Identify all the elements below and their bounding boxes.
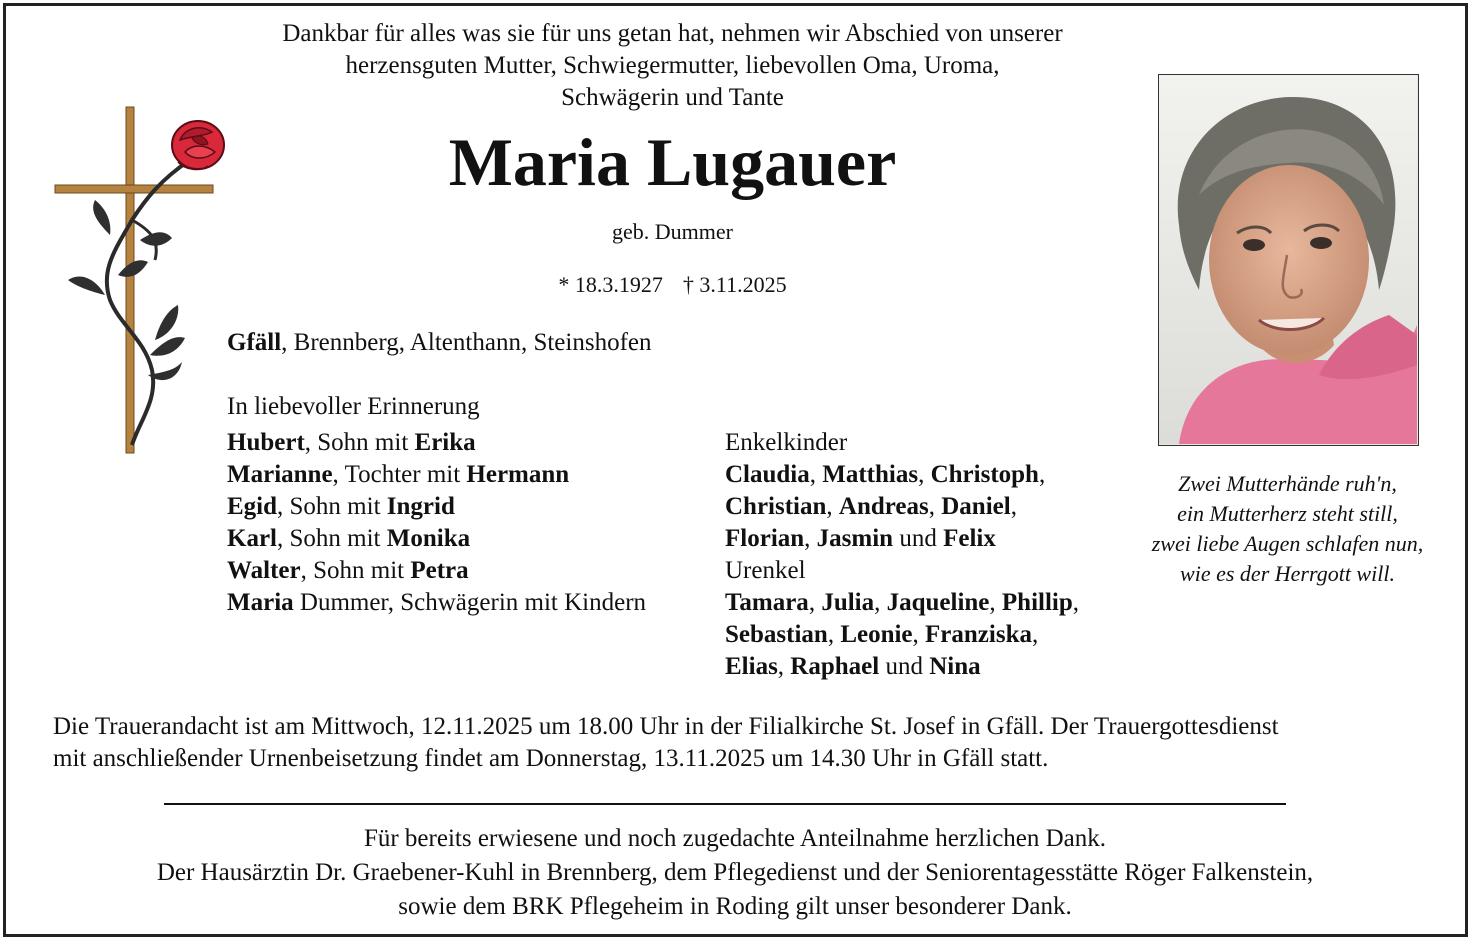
family-line: [725, 523, 1079, 555]
thanks-text: [40, 822, 1430, 924]
family-text: ,: [928, 493, 942, 520]
poem-line: wie es der Herrgott will.: [1180, 561, 1395, 586]
family-line: [227, 587, 646, 619]
family-text: Enkelkinder: [725, 429, 848, 456]
maiden-name: geb. Dummer: [612, 219, 733, 244]
ceremony-info: [53, 711, 1453, 775]
deceased-name: Maria Lugauer: [448, 124, 897, 200]
family-name: Andreas: [838, 493, 929, 520]
family-text: ,: [874, 589, 887, 616]
ceremony-line: Die Trauerandacht ist am Mittwoch, 12.11.2025 um 18.00 Uhr in der Filialkirche St. Josef in Gfäll. Der Trauergottesdienst: [53, 713, 1279, 740]
family-list-right: [725, 427, 1079, 683]
poem-line: ein Mutterherz steht still,: [1177, 501, 1398, 526]
family-text: ,: [808, 589, 822, 616]
family-text: ,: [989, 589, 1002, 616]
poem: [1110, 469, 1465, 589]
family-text: und: [879, 653, 930, 680]
family-text: ,: [827, 621, 841, 648]
family-name: Matthias: [822, 461, 919, 488]
family-name: Egid: [227, 493, 278, 520]
family-line: [725, 427, 1079, 459]
family-text: und: [893, 525, 944, 552]
family-text: ,: [1031, 621, 1039, 648]
family-text: ,: [912, 621, 926, 648]
family-text: ,: [1072, 589, 1080, 616]
family-name: Raphael: [790, 653, 880, 680]
family-text: , Sohn mit: [300, 557, 411, 584]
divider: [164, 803, 1286, 805]
family-name: Christian: [725, 493, 827, 520]
family-list-left: [227, 427, 646, 619]
family-line: [725, 491, 1079, 523]
places: [227, 327, 651, 359]
life-dates: [180, 270, 1165, 300]
family-name: Monika: [386, 525, 471, 552]
family-name: Tamara: [725, 589, 809, 616]
death-date: † 3.11.2025: [682, 272, 787, 297]
family-line: [227, 523, 646, 555]
family-name: Elias: [725, 653, 778, 680]
family-line: [725, 619, 1079, 651]
family-name: Maria: [227, 589, 294, 616]
family-name: Petra: [410, 557, 469, 584]
poem-line: Zwei Mutterhände ruh'n,: [1178, 471, 1397, 496]
family-line: [725, 651, 1079, 683]
family-text: , Tochter mit: [332, 461, 467, 488]
family-text: ,: [826, 493, 839, 520]
family-text: ,: [1038, 461, 1046, 488]
family-name: Ingrid: [386, 493, 455, 520]
family-line: [227, 491, 646, 523]
family-name: Karl: [227, 525, 277, 552]
memory-heading: In liebevoller Erinnerung: [227, 393, 480, 420]
place-main: Gfäll: [227, 329, 282, 356]
family-name: Nina: [929, 653, 981, 680]
family-name: Florian: [725, 525, 805, 552]
family-name: Julia: [821, 589, 875, 616]
family-name: Felix: [943, 525, 996, 552]
family-name: Phillip: [1001, 589, 1073, 616]
family-name: Sebastian: [725, 621, 828, 648]
intro-line: Dankbar für alles was sie für uns getan hat, nehmen wir Abschied von unserer: [282, 20, 1063, 47]
family-name: Hubert: [227, 429, 305, 456]
family-name: Christoph: [930, 461, 1039, 488]
poem-line: zwei liebe Augen schlafen nun,: [1151, 531, 1424, 556]
thanks-line: sowie dem BRK Pflegeheim in Roding gilt unser besonderer Dank.: [398, 893, 1072, 920]
family-name: Hermann: [466, 461, 570, 488]
family-name: Jasmin: [816, 525, 894, 552]
family-name: Claudia: [725, 461, 810, 488]
family-text: ,: [804, 525, 817, 552]
ceremony-line: mit anschließender Urnenbeisetzung findet am Donnerstag, 13.11.2025 um 14.30 Uhr in Gfäll statt.: [53, 745, 1049, 772]
family-line: [725, 459, 1079, 491]
family-text: , Sohn mit: [277, 525, 387, 552]
family-line: [725, 555, 1079, 587]
birth-date: * 18.3.1927: [558, 272, 663, 297]
family-text: , Sohn mit: [304, 429, 415, 456]
family-name: Marianne: [227, 461, 333, 488]
family-name: Walter: [227, 557, 301, 584]
family-text: ,: [777, 653, 791, 680]
family-line: [227, 427, 646, 459]
family-name: Leonie: [840, 621, 913, 648]
place-rest: , Brennberg, Altenthann, Steinshofen: [281, 329, 652, 356]
family-name: Jaqueline: [886, 589, 990, 616]
family-text: ,: [1010, 493, 1017, 520]
thanks-line: Der Hausärztin Dr. Graebener-Kuhl in Brennberg, dem Pflegedienst und der Seniorentagesstätte Röger Falkenstein,: [156, 859, 1314, 886]
intro-line: Schwägerin und Tante: [561, 84, 784, 111]
family-line: [725, 587, 1079, 619]
family-text: Dummer, Schwägerin mit Kindern: [293, 589, 647, 616]
family-name: Daniel: [941, 493, 1011, 520]
family-text: Urenkel: [725, 557, 806, 584]
family-text: ,: [809, 461, 823, 488]
family-name: Franziska: [925, 621, 1032, 648]
thanks-line: Für bereits erwiesene und noch zugedachte Anteilnahme herzlichen Dank.: [363, 825, 1107, 852]
family-name: Erika: [414, 429, 476, 456]
family-text: ,: [918, 461, 931, 488]
intro-text: [180, 18, 1165, 114]
family-line: [227, 555, 646, 587]
intro-line: herzensguten Mutter, Schwiegermutter, liebevollen Oma, Uroma,: [345, 52, 1000, 79]
portrait-photo: [1158, 74, 1419, 446]
family-text: , Sohn mit: [277, 493, 387, 520]
family-line: [227, 459, 646, 491]
